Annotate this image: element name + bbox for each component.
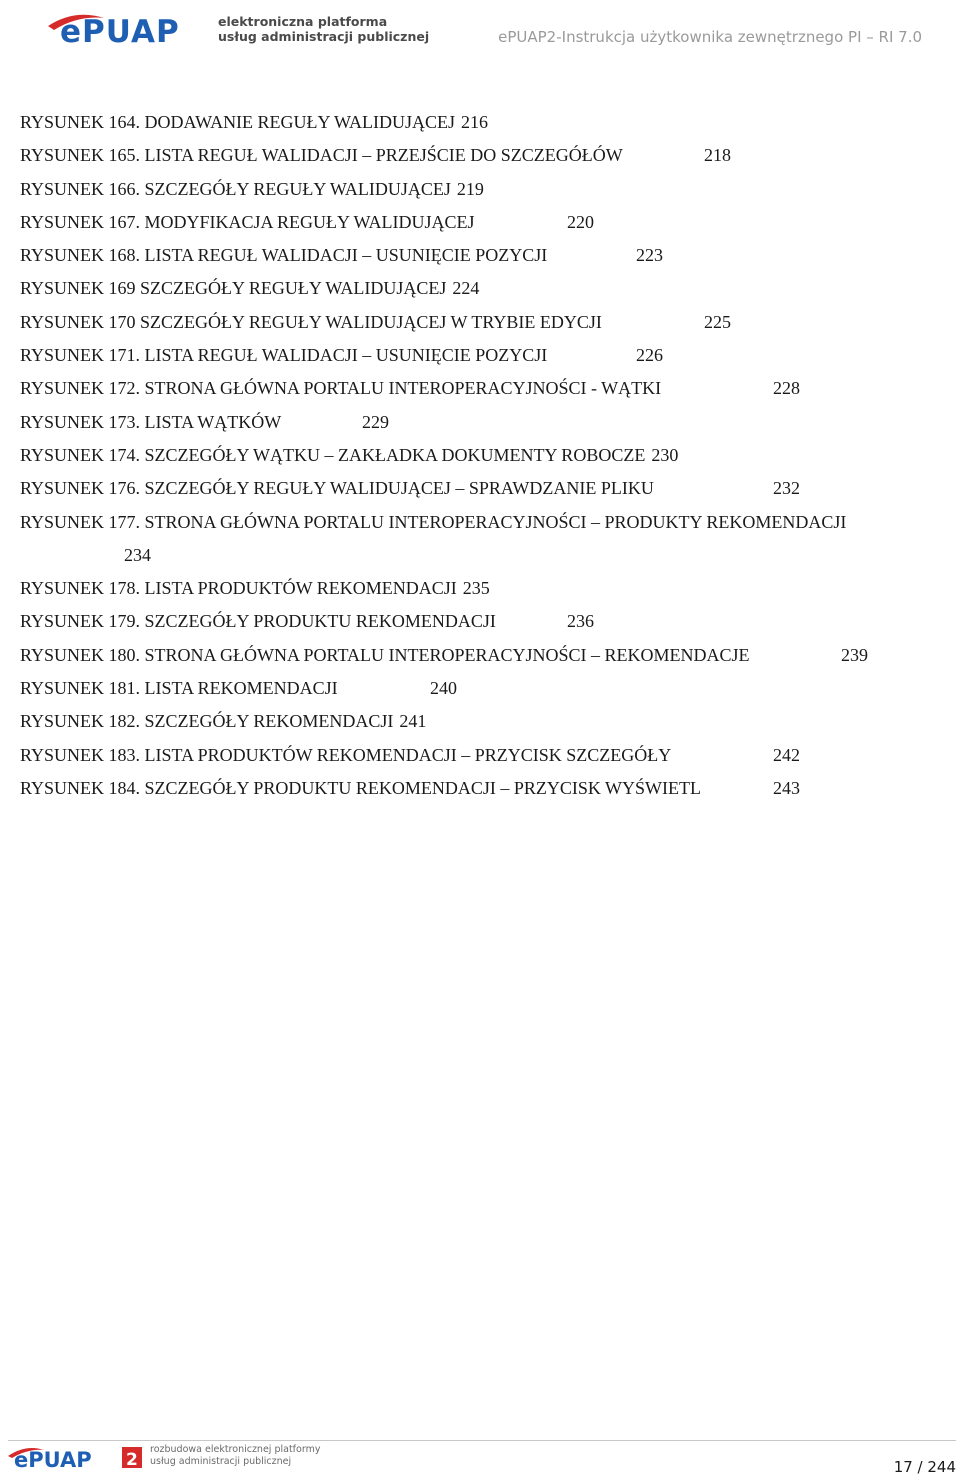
toc-entry-label: RYSUNEK 171. LISTA REGUŁ WALIDACJI – USUNIĘCIE POZYCJI [20, 345, 548, 366]
footer-tagline-line2: usług administracji publicznej [150, 1456, 292, 1467]
epuap2-footer-logo [8, 1444, 328, 1470]
toc-entry[interactable] [20, 672, 950, 705]
toc-entry[interactable] [20, 472, 950, 505]
toc-entry-page: 234 [124, 544, 151, 565]
toc-entry-page: 230 [651, 444, 679, 465]
toc-entry-page: 228 [773, 378, 800, 399]
toc-entry-label: RYSUNEK 172. STRONA GŁÓWNA PORTALU INTEROPERACYJNOŚCI - WĄTKI [20, 378, 662, 399]
toc-entry-page: 220 [567, 211, 594, 232]
toc-entry-page: 236 [567, 611, 594, 632]
toc-entry-page: 239 [841, 644, 868, 665]
toc-entry[interactable] [20, 239, 950, 272]
epuap-logo-mark [46, 8, 216, 48]
toc-entry[interactable] [20, 306, 950, 339]
toc-entry-label: RYSUNEK 184. SZCZEGÓŁY PRODUKTU REKOMENDACJI – PRZYCISK WYŚWIETL [20, 777, 702, 798]
toc-entry-label: RYSUNEK 173. LISTA WĄTKÓW [20, 411, 282, 432]
toc-entry-label: RYSUNEK 178. LISTA PRODUKTÓW REKOMENDACJI [20, 578, 457, 599]
toc-entry-label: RYSUNEK 177. STRONA GŁÓWNA PORTALU INTEROPERACYJNOŚCI – PRODUKTY REKOMENDACJI [20, 511, 847, 532]
toc-entry-label: RYSUNEK 176. SZCZEGÓŁY REGUŁY WALIDUJĄCEJ – SPRAWDZANIE PLIKU [20, 478, 654, 499]
toc-entry[interactable] [20, 406, 950, 439]
toc-entry[interactable] [20, 439, 950, 472]
toc-entry[interactable] [20, 173, 950, 206]
toc-entry-label: RYSUNEK 182. SZCZEGÓŁY REKOMENDACJI [20, 711, 394, 732]
toc-entry-label: RYSUNEK 168. LISTA REGUŁ WALIDACJI – USUNIĘCIE POZYCJI [20, 245, 548, 266]
toc-entry-page: 235 [462, 578, 490, 599]
toc-entry-page: 243 [773, 777, 800, 798]
toc-entry-label: RYSUNEK 170 SZCZEGÓŁY REGUŁY WALIDUJĄCEJ W TRYBIE EDYCJI [20, 311, 602, 332]
toc-entry-label: RYSUNEK 164. DODAWANIE REGUŁY WALIDUJĄCEJ [20, 112, 456, 132]
toc-entry-label: RYSUNEK 169 SZCZEGÓŁY REGUŁY WALIDUJĄCEJ [20, 278, 447, 299]
toc-entry[interactable] [20, 705, 950, 738]
toc-entry-continuation[interactable] [20, 539, 950, 572]
toc-entry[interactable] [20, 739, 950, 772]
toc-entry[interactable] [20, 772, 950, 805]
toc-entry-page: 216 [461, 112, 489, 132]
document-title: ePUAP2-Instrukcja użytkownika zewnętrznego PI – RI 7.0 [498, 28, 922, 46]
toc-entry-page: 229 [362, 411, 389, 432]
toc-entry[interactable] [20, 372, 950, 405]
toc-entry-label: RYSUNEK 165. LISTA REGUŁ WALIDACJI – PRZEJŚCIE DO SZCZEGÓŁÓW [20, 145, 623, 166]
page-footer [0, 1438, 960, 1476]
toc-entry-label: RYSUNEK 180. STRONA GŁÓWNA PORTALU INTEROPERACYJNOŚCI – REKOMENDACJE [20, 644, 750, 665]
toc-entry-label: RYSUNEK 183. LISTA PRODUKTÓW REKOMENDACJI – PRZYCISK SZCZEGÓŁY [20, 744, 672, 765]
toc-entry-page: 223 [636, 245, 663, 266]
page-indicator: 17 / 244 [893, 1458, 956, 1476]
toc-entry-page: 219 [456, 178, 484, 199]
toc-entry[interactable] [20, 605, 950, 638]
toc-entry-page: 218 [704, 145, 731, 166]
epuap2-logo-mark [8, 1444, 148, 1470]
toc-entry[interactable] [20, 106, 950, 139]
footer-tagline-line1: rozbudowa elektronicznej platformy [150, 1444, 321, 1455]
toc-entry-label: RYSUNEK 174. SZCZEGÓŁY WĄTKU – ZAKŁADKA DOKUMENTY ROBOCZE [20, 444, 646, 465]
footer-divider [8, 1440, 956, 1441]
logo-tagline-line2: usług administracji publicznej [218, 29, 430, 44]
toc-entry-page: 224 [452, 278, 480, 299]
toc-entry-page: 232 [773, 478, 800, 499]
toc-entry[interactable] [20, 206, 950, 239]
footer-logo-wordmark: ePUAP [14, 1448, 92, 1470]
logo-wordmark: ePUAP [60, 14, 180, 48]
toc-entry-page: 241 [399, 711, 427, 732]
epuap-logo [46, 8, 430, 48]
toc-entry-page: 225 [704, 311, 731, 332]
toc-entry[interactable] [20, 572, 950, 605]
toc-entry-label: RYSUNEK 166. SZCZEGÓŁY REGUŁY WALIDUJĄCEJ [20, 178, 451, 199]
toc-entry[interactable] [20, 506, 950, 539]
toc-entry[interactable] [20, 339, 950, 372]
logo-tagline-line1: elektroniczna platforma [218, 14, 388, 29]
version-badge: 2 [126, 1450, 138, 1470]
toc-entry-label: RYSUNEK 179. SZCZEGÓŁY PRODUKTU REKOMENDACJI [20, 611, 496, 632]
toc-entry[interactable] [20, 272, 950, 305]
toc-entry-page: 226 [636, 345, 663, 366]
toc-entry[interactable] [20, 139, 950, 172]
toc-entry-label: RYSUNEK 167. MODYFIKACJA REGUŁY WALIDUJĄCEJ [20, 211, 475, 232]
toc-entry-page: 240 [430, 678, 457, 699]
figure-list [20, 106, 950, 805]
page-header [0, 0, 960, 70]
toc-entry[interactable] [20, 639, 950, 672]
toc-entry-label: RYSUNEK 181. LISTA REKOMENDACJI [20, 678, 338, 699]
toc-entry-page: 242 [773, 744, 800, 765]
